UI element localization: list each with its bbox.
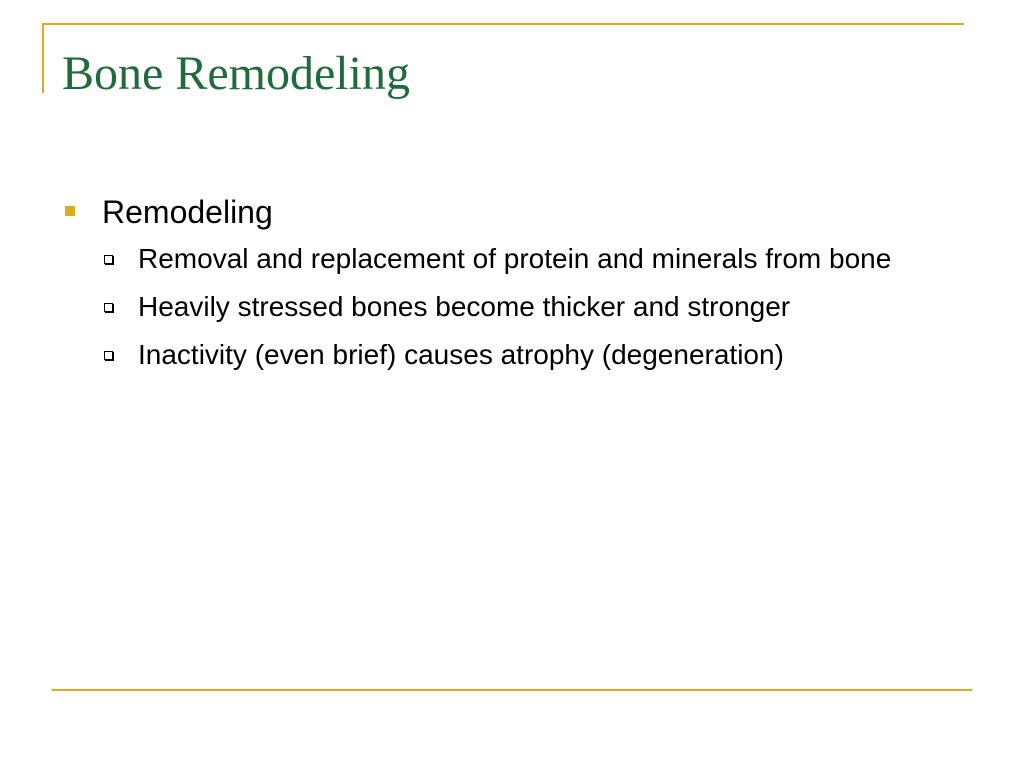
- bullet-list: [62, 190, 982, 384]
- bottom-accent-rule: [52, 689, 972, 691]
- sub-bullet-item: [102, 240, 968, 278]
- hollow-square-bullet-icon: [104, 255, 113, 264]
- sub-bullet-item: [102, 288, 968, 326]
- hollow-square-bullet-icon: [104, 351, 113, 360]
- top-accent-rule: [42, 23, 964, 25]
- bullet-text: Remodeling: [102, 194, 273, 230]
- sub-bullet-list: [102, 240, 982, 374]
- sub-bullet-item: [102, 336, 968, 374]
- sub-bullet-text: Inactivity (even brief) causes atrophy (degeneration): [138, 339, 784, 370]
- sub-bullet-text: Heavily stressed bones become thicker and stronger: [138, 291, 791, 322]
- hollow-square-bullet-icon: [104, 303, 113, 312]
- bullet-item: [62, 190, 982, 374]
- sub-bullet-text: Removal and replacement of protein and minerals from bone: [138, 243, 892, 274]
- square-bullet-icon: [65, 206, 75, 216]
- left-accent-rule: [42, 23, 44, 93]
- slide-title: Bone Remodeling: [62, 47, 410, 100]
